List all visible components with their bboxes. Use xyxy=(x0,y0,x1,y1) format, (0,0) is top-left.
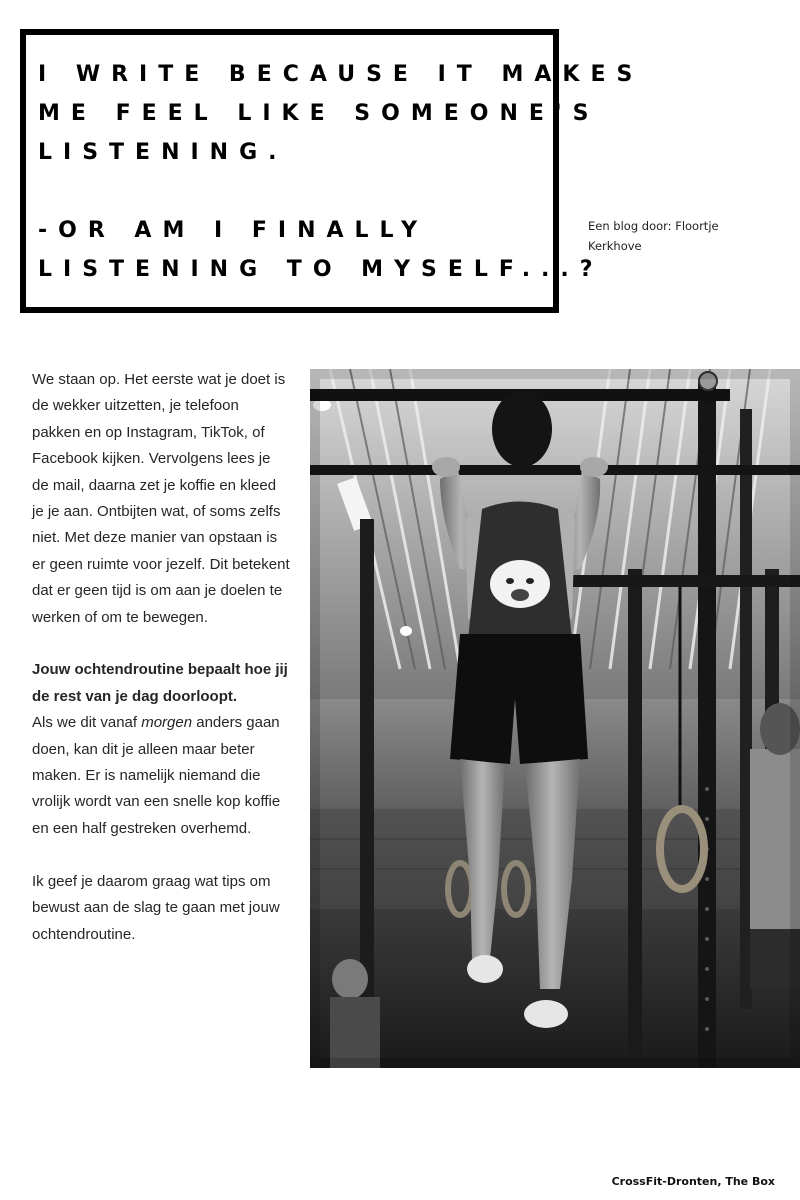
paragraph-2-start: Als we dit vanaf xyxy=(32,714,142,732)
author-byline xyxy=(588,216,768,256)
paragraph-spacer xyxy=(32,631,290,657)
quote-line-2: ME FEEL LIKE SOMEONE'S xyxy=(38,101,600,126)
quote-gap xyxy=(38,172,558,211)
paragraph-2-end: anders gaan doen, kan dit je alleen maar beter maken. Er is namelijk niemand die vrolijk wordt van een snelle kop koffie en een half gestreken overhemd. xyxy=(32,714,281,837)
quote-line-1: I WRITE BECAUSE IT MAKES xyxy=(38,62,644,87)
paragraph-2-emphasis: morgen xyxy=(141,714,193,732)
article-body xyxy=(32,367,290,948)
article-paragraph-3: Ik geef je daarom graag wat tips om bewust aan de slag te gaan met jouw ochtendroutine. xyxy=(32,872,280,943)
article-paragraph-2 xyxy=(32,710,290,842)
footer-credit: CrossFit-Dronten, The Box xyxy=(611,1175,775,1188)
quote-line-3: LISTENING. xyxy=(38,140,288,165)
byline-line-2: Kerkhove xyxy=(588,239,642,253)
article-paragraph-1: We staan op. Het eerste wat je doet is de wekker uitzetten, je telefoon pakken en op Instagram, TikTok, of Facebook kijken. Vervolgens lees je de mail, daarna zet je koffie en kleed je je aan. Ontbijten wat, of soms zelfs niet. Met deze manier van opstaan is er geen ruimte voor jezelf. Dit betekent dat er geen tijd is om aan je doelen te werken of om te bewegen. xyxy=(32,371,290,626)
quote-line-5: LISTENING TO MYSELF...? xyxy=(38,257,604,282)
gym-photo xyxy=(310,369,800,1068)
byline-line-1: Een blog door: Floortje xyxy=(588,219,719,233)
gym-photo-illustration xyxy=(310,369,800,1068)
article-heading: Jouw ochtendroutine bepaalt hoe jij de rest van je dag doorloopt. xyxy=(32,661,288,705)
paragraph-spacer xyxy=(32,842,290,868)
quote-line-4: -OR AM I FINALLY xyxy=(38,218,429,243)
